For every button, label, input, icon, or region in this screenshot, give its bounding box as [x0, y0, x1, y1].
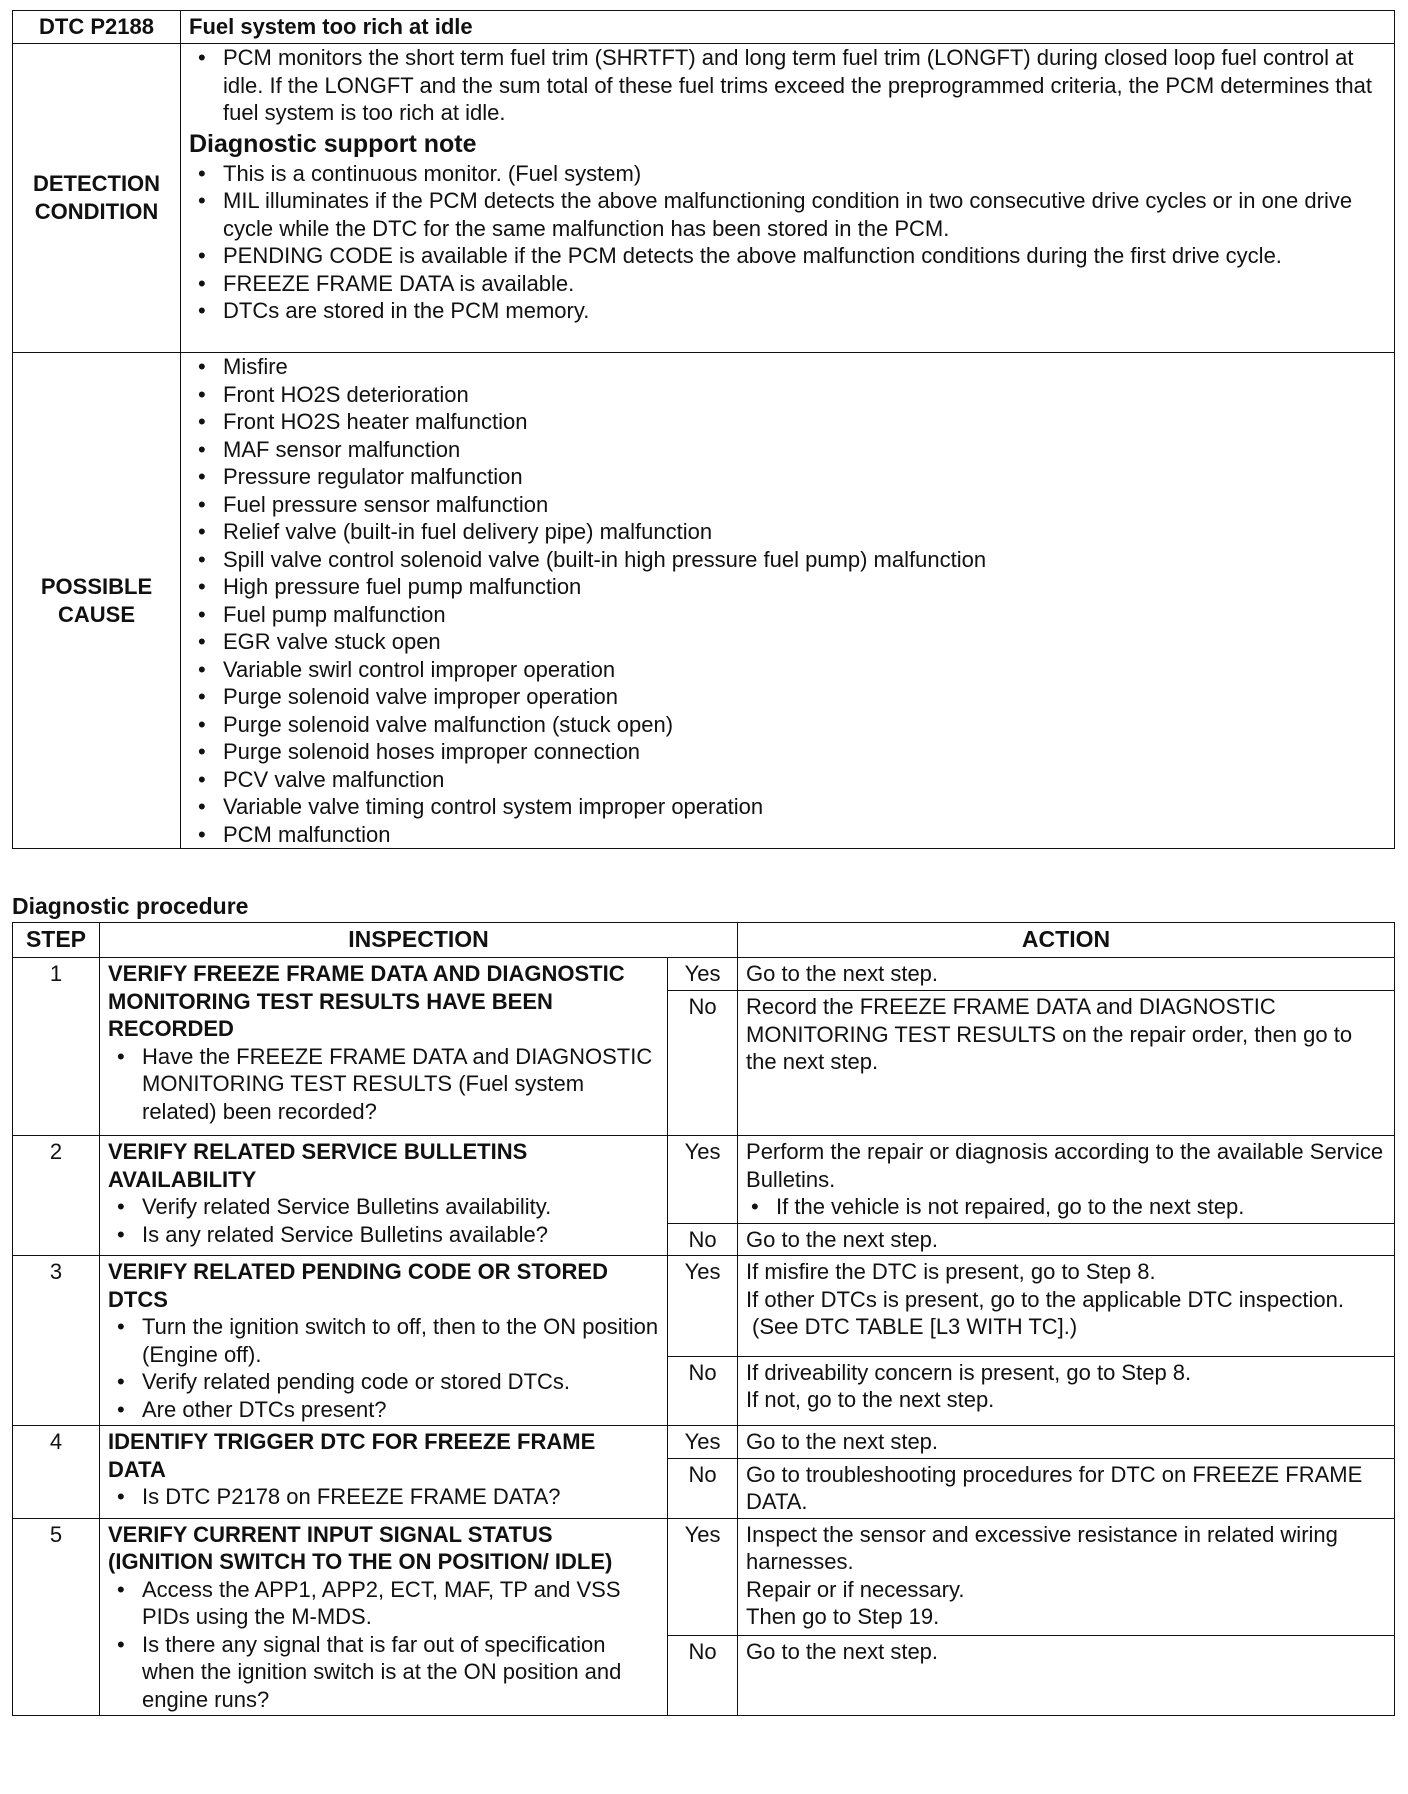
inspection-header: INSPECTION	[100, 923, 738, 958]
cause-item: • Purge solenoid valve malfunction (stuck open)	[223, 711, 1386, 739]
action-header: ACTION	[738, 923, 1395, 958]
possible-cause-list	[189, 353, 1386, 848]
inspection-title: VERIFY RELATED SERVICE BULLETINS AVAILABILITY	[108, 1139, 528, 1192]
inspection-bullet: • Access the APP1, APP2, ECT, MAF, TP and VSS PIDs using the M-MDS.	[142, 1576, 659, 1631]
step-number: 5	[13, 1518, 100, 1716]
cause-item: • Pressure regulator malfunction	[223, 463, 1386, 491]
cause-item: • Purge solenoid valve improper operation	[223, 683, 1386, 711]
yes-action: If misfire the DTC is present, go to Step 8. If other DTCs is present, go to the applicable DTC inspection. (See DTC TABLE [L3 WITH TC].)	[738, 1256, 1395, 1357]
yes-action: Inspect the sensor and excessive resistance in related wiring harnesses. Repair or if necessary. Then go to Step 19.	[738, 1518, 1395, 1635]
step-inspection	[100, 1426, 668, 1519]
inspection-bullet: • Is there any signal that is far out of specification when the ignition switch is at the ON position and engine runs?	[142, 1631, 659, 1714]
cause-item: • Fuel pump malfunction	[223, 601, 1386, 629]
support-note-item: • DTCs are stored in the PCM memory.	[223, 297, 1386, 325]
inspection-title: VERIFY RELATED PENDING CODE OR STORED DTCS	[108, 1259, 608, 1312]
inspection-bullet: • Is any related Service Bulletins available?	[142, 1221, 659, 1249]
cause-item: • High pressure fuel pump malfunction	[223, 573, 1386, 601]
cause-item: • Front HO2S deterioration	[223, 381, 1386, 409]
support-note-item: • This is a continuous monitor. (Fuel system)	[223, 160, 1386, 188]
detection-intro: • PCM monitors the short term fuel trim (SHRTFT) and long term fuel trim (LONGFT) during closed loop fuel control at idle. If the LONGFT and the sum total of these fuel trims exceed the preprogrammed criteria, the PCM determines that fuel system is too rich at idle.	[223, 44, 1386, 127]
detection-condition-content	[181, 44, 1395, 353]
yes-label: Yes	[668, 1256, 738, 1357]
cause-item: • Fuel pressure sensor malfunction	[223, 491, 1386, 519]
cause-item: • Misfire	[223, 353, 1386, 381]
step-row	[13, 1518, 1395, 1635]
no-label: No	[668, 1458, 738, 1518]
no-label: No	[668, 1223, 738, 1256]
procedure-header-row	[13, 923, 1395, 958]
step-number: 3	[13, 1256, 100, 1426]
detection-condition-row	[13, 44, 1395, 353]
no-action: If driveability concern is present, go to Step 8. If not, go to the next step.	[738, 1356, 1395, 1425]
detection-condition-label: DETECTION CONDITION	[13, 44, 181, 353]
procedure-title: Diagnostic procedure	[12, 893, 249, 919]
yes-label: Yes	[668, 1518, 738, 1635]
possible-cause-content	[181, 353, 1395, 849]
yes-action: Go to the next step.	[738, 958, 1395, 991]
no-action: Go to the next step.	[738, 1223, 1395, 1256]
step-number: 1	[13, 958, 100, 1136]
cause-item: • Variable valve timing control system improper operation	[223, 793, 1386, 821]
cause-item: • Front HO2S heater malfunction	[223, 408, 1386, 436]
no-label: No	[668, 991, 738, 1136]
yes-action: Go to the next step.	[738, 1426, 1395, 1459]
cause-item: • Variable swirl control improper operation	[223, 656, 1386, 684]
cause-item: • Purge solenoid hoses improper connection	[223, 738, 1386, 766]
no-action: Go to troubleshooting procedures for DTC on FREEZE FRAME DATA.	[738, 1458, 1395, 1518]
inspection-title: VERIFY CURRENT INPUT SIGNAL STATUS (IGNITION SWITCH TO THE ON POSITION/ IDLE)	[108, 1521, 613, 1574]
step-number: 4	[13, 1426, 100, 1519]
no-action: Record the FREEZE FRAME DATA and DIAGNOSTIC MONITORING TEST RESULTS on the repair order, then go to the next step.	[738, 991, 1395, 1136]
step-inspection	[100, 1256, 668, 1426]
step-row	[13, 1256, 1395, 1357]
step-inspection	[100, 1136, 668, 1256]
inspection-bullet: • Verify related Service Bulletins availability.	[142, 1193, 659, 1221]
cause-item: • MAF sensor malfunction	[223, 436, 1386, 464]
cause-item: • PCV valve malfunction	[223, 766, 1386, 794]
inspection-bullet: • Verify related pending code or stored DTCs.	[142, 1368, 659, 1396]
no-action: Go to the next step.	[738, 1635, 1395, 1716]
cause-item: • Spill valve control solenoid valve (built-in high pressure fuel pump) malfunction	[223, 546, 1386, 574]
yes-label: Yes	[668, 1136, 738, 1224]
diagnostic-support-heading: Diagnostic support note	[189, 129, 477, 158]
support-note-item: • PENDING CODE is available if the PCM detects the above malfunction conditions during the first drive cycle.	[223, 242, 1386, 270]
step-inspection	[100, 958, 668, 1136]
inspection-bullet: • Have the FREEZE FRAME DATA and DIAGNOSTIC MONITORING TEST RESULTS (Fuel system related) been recorded?	[142, 1043, 659, 1126]
yes-label: Yes	[668, 958, 738, 991]
cause-item: • Relief valve (built-in fuel delivery pipe) malfunction	[223, 518, 1386, 546]
inspection-title: IDENTIFY TRIGGER DTC FOR FREEZE FRAME DATA	[108, 1429, 596, 1482]
no-label: No	[668, 1635, 738, 1716]
inspection-title: VERIFY FREEZE FRAME DATA AND DIAGNOSTIC MONITORING TEST RESULTS HAVE BEEN RECORDED	[108, 961, 625, 1041]
step-row	[13, 1426, 1395, 1459]
step-inspection	[100, 1518, 668, 1716]
action-bullet: • If the vehicle is not repaired, go to the next step.	[776, 1193, 1386, 1221]
no-label: No	[668, 1356, 738, 1425]
yes-action: Perform the repair or diagnosis according to the available Service Bulletins. • If the vehicle is not repaired, go to the next step.	[738, 1136, 1395, 1224]
step-header: STEP	[13, 923, 100, 958]
step-row	[13, 1136, 1395, 1224]
inspection-bullet: • Are other DTCs present?	[142, 1396, 659, 1424]
dtc-code: DTC P2188	[13, 11, 181, 44]
yes-label: Yes	[668, 1426, 738, 1459]
dtc-table	[12, 10, 1395, 849]
possible-cause-row	[13, 353, 1395, 849]
cause-item: • EGR valve stuck open	[223, 628, 1386, 656]
support-notes-list	[189, 160, 1386, 325]
cause-item: • PCM malfunction	[223, 821, 1386, 849]
inspection-bullet: • Turn the ignition switch to off, then to the ON position (Engine off).	[142, 1313, 659, 1368]
support-note-item: • FREEZE FRAME DATA is available.	[223, 270, 1386, 298]
dtc-header-row	[13, 11, 1395, 44]
step-number: 2	[13, 1136, 100, 1256]
procedure-table	[12, 922, 1395, 1716]
step-row	[13, 958, 1395, 991]
dtc-title: Fuel system too rich at idle	[181, 11, 1395, 44]
inspection-bullet: • Is DTC P2178 on FREEZE FRAME DATA?	[142, 1483, 659, 1511]
support-note-item: • MIL illuminates if the PCM detects the above malfunctioning condition in two consecutive drive cycles or in one drive cycle while the DTC for the same malfunction has been stored in the PCM.	[223, 187, 1386, 242]
possible-cause-label: POSSIBLE CAUSE	[13, 353, 181, 849]
